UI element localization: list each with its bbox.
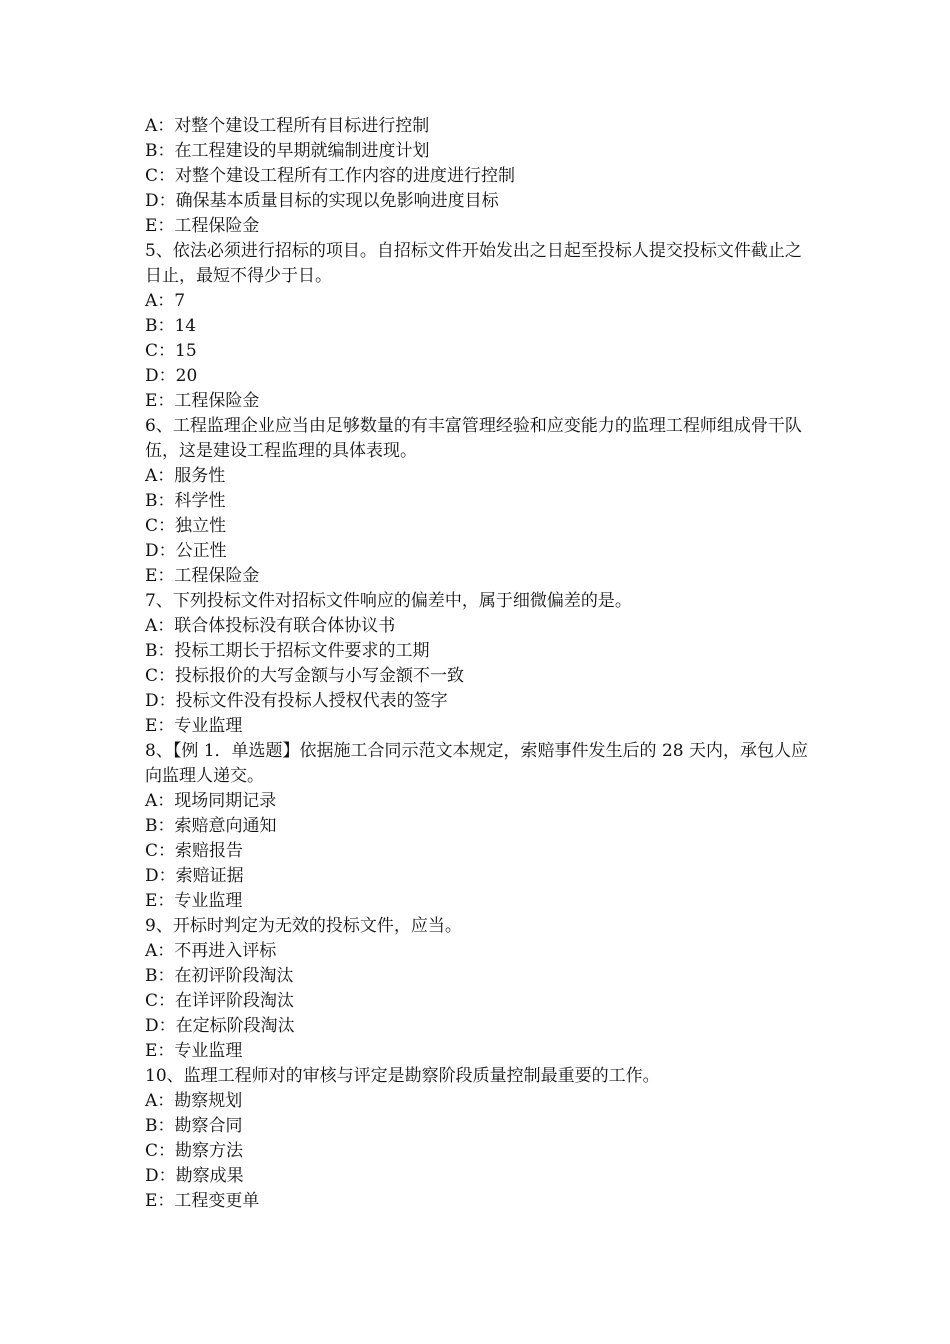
option-a: A：不再进入评标 xyxy=(145,941,277,961)
question-5 xyxy=(145,239,810,414)
option-b: B：在初评阶段淘汰 xyxy=(145,966,294,986)
question-stem: 9、开标时判定为无效的投标文件，应当。 xyxy=(145,916,462,936)
option-a: A：现场同期记录 xyxy=(145,791,277,811)
option-e: E：工程变更单 xyxy=(145,1191,260,1211)
option-e: E：工程保险金 xyxy=(145,566,260,586)
option-d: D：在定标阶段淘汰 xyxy=(145,1016,295,1036)
option-b: B：索赔意向通知 xyxy=(145,816,277,836)
question-stem: 8、【例 1．单选题】依据施工合同示范文本规定，索赔事件发生后的 28 天内，承包人应向监理人递交。 xyxy=(145,741,808,786)
question-8 xyxy=(145,739,810,914)
option-d: D：索赔证据 xyxy=(145,866,244,886)
option-e: E：工程保险金 xyxy=(145,391,260,411)
option-c: C：索赔报告 xyxy=(145,841,244,861)
option-c: C：对整个建设工程所有工作内容的进度进行控制 xyxy=(145,166,516,186)
intro-options xyxy=(145,114,810,239)
option-c: C：15 xyxy=(145,341,197,361)
document-page xyxy=(145,114,810,1214)
option-c: C：投标报价的大写金额与小写金额不一致 xyxy=(145,666,465,686)
option-a: A：联合体投标没有联合体协议书 xyxy=(145,616,396,636)
option-e: E：专业监理 xyxy=(145,891,243,911)
option-b: B：投标工期长于招标文件要求的工期 xyxy=(145,641,430,661)
question-stem: 7、下列投标文件对招标文件响应的偏差中，属于细微偏差的是。 xyxy=(145,591,632,611)
question-9 xyxy=(145,914,810,1064)
option-a: A：7 xyxy=(145,291,186,311)
option-b: B：勘察合同 xyxy=(145,1116,243,1136)
option-e: E：工程保险金 xyxy=(145,216,260,236)
option-c: C：在详评阶段淘汰 xyxy=(145,991,295,1011)
option-b: B：14 xyxy=(145,316,197,336)
option-d: D：确保基本质量目标的实现以免影响进度目标 xyxy=(145,191,499,211)
option-b: B：科学性 xyxy=(145,491,226,511)
question-6 xyxy=(145,414,810,589)
option-b: B：在工程建设的早期就编制进度计划 xyxy=(145,141,430,161)
option-e: E：专业监理 xyxy=(145,716,243,736)
question-10 xyxy=(145,1064,810,1214)
option-a: A：勘察规划 xyxy=(145,1091,243,1111)
question-stem: 10、监理工程师对的审核与评定是勘察阶段质量控制最重要的工作。 xyxy=(145,1066,660,1086)
option-e: E：专业监理 xyxy=(145,1041,243,1061)
option-d: D：20 xyxy=(145,366,198,386)
option-c: C：独立性 xyxy=(145,516,227,536)
option-c: C：勘察方法 xyxy=(145,1141,244,1161)
question-stem: 5、依法必须进行招标的项目。自招标文件开始发出之日起至投标人提交投标文件截止之日止，最短不得少于日。 xyxy=(145,241,802,286)
question-7 xyxy=(145,589,810,739)
option-d: D：勘察成果 xyxy=(145,1166,244,1186)
option-a: A：对整个建设工程所有目标进行控制 xyxy=(145,116,430,136)
option-d: D：投标文件没有投标人授权代表的签字 xyxy=(145,691,448,711)
question-stem: 6、工程监理企业应当由足够数量的有丰富管理经验和应变能力的监理工程师组成骨干队伍，这是建设工程监理的具体表现。 xyxy=(145,416,802,461)
option-d: D：公正性 xyxy=(145,541,227,561)
option-a: A：服务性 xyxy=(145,466,226,486)
